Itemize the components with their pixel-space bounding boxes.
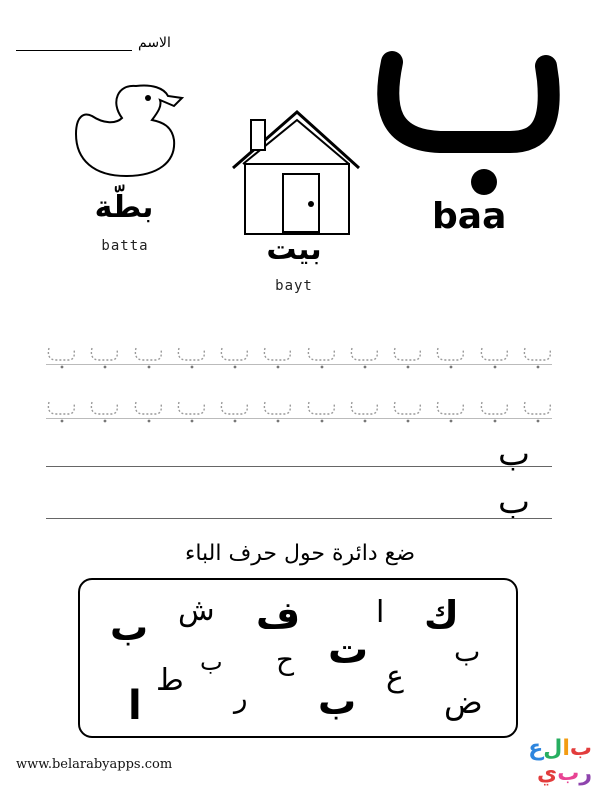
- logo-letter: ر: [579, 761, 592, 786]
- belaraby-logo: [508, 736, 592, 786]
- trace-glyph[interactable]: [306, 344, 336, 370]
- big-letter-dot: [471, 169, 497, 195]
- trace-glyph[interactable]: [133, 398, 163, 424]
- logo-letter: ا: [562, 736, 570, 761]
- trace-glyph[interactable]: [262, 398, 292, 424]
- letter-option[interactable]: ح: [276, 643, 295, 676]
- letter-option[interactable]: ا: [128, 683, 142, 729]
- trace-glyph[interactable]: [349, 398, 379, 424]
- letter-option[interactable]: ك: [424, 593, 459, 637]
- letter-transliteration: baa: [432, 196, 507, 237]
- logo-letter: ب: [557, 761, 580, 786]
- name-label: الاسم: [138, 35, 171, 51]
- house-picture: [225, 106, 365, 236]
- write-sample-letter-1: ب: [498, 434, 531, 474]
- trace-glyph[interactable]: [219, 344, 249, 370]
- trace-glyph[interactable]: [176, 344, 206, 370]
- letter-option[interactable]: ا: [376, 595, 385, 630]
- word-bayt-arabic: بيت: [266, 232, 322, 267]
- trace-glyph[interactable]: [133, 344, 163, 370]
- trace-glyph[interactable]: [522, 398, 552, 424]
- trace-glyph[interactable]: [219, 398, 249, 424]
- trace-glyph[interactable]: [479, 344, 509, 370]
- letter-option[interactable]: ت: [328, 627, 369, 673]
- logo-letter: ل: [543, 736, 563, 761]
- trace-glyph[interactable]: [435, 344, 465, 370]
- word-batta-latin: batta: [101, 238, 149, 254]
- letter-option[interactable]: ض: [444, 683, 483, 721]
- trace-glyph[interactable]: [435, 398, 465, 424]
- word-batta-arabic: بطّة: [94, 190, 154, 225]
- letter-option[interactable]: ب: [200, 648, 223, 676]
- trace-glyph[interactable]: [306, 398, 336, 424]
- trace-glyph[interactable]: [479, 398, 509, 424]
- trace-glyph[interactable]: [522, 344, 552, 370]
- trace-glyph[interactable]: [176, 398, 206, 424]
- duck-picture: [70, 76, 190, 186]
- logo-letter: ب: [569, 736, 592, 761]
- write-line-1[interactable]: [46, 466, 552, 467]
- trace-glyph[interactable]: [89, 344, 119, 370]
- trace-glyph[interactable]: [392, 344, 422, 370]
- write-sample-letter-2: ب: [498, 482, 531, 522]
- exercise-instruction: ضع دائرة حول حرف الباء: [184, 541, 416, 566]
- trace-glyph[interactable]: [262, 344, 292, 370]
- logo-text: [516, 736, 592, 786]
- trace-glyph[interactable]: [392, 398, 422, 424]
- logo-letter: ي: [537, 761, 558, 786]
- trace-glyph[interactable]: [46, 398, 76, 424]
- trace-row-1[interactable]: [46, 344, 552, 370]
- logo-letter: ع: [528, 736, 544, 761]
- letter-option[interactable]: ب: [454, 635, 481, 668]
- trace-glyph[interactable]: [89, 398, 119, 424]
- letter-option[interactable]: ط: [156, 663, 184, 698]
- letter-option[interactable]: ب: [318, 679, 357, 723]
- trace-glyph[interactable]: [349, 344, 379, 370]
- letter-circle-box: [78, 578, 518, 738]
- write-line-2[interactable]: [46, 518, 552, 519]
- letter-option[interactable]: ر: [234, 681, 248, 714]
- letter-option[interactable]: ش: [178, 593, 215, 628]
- letter-option[interactable]: ب: [110, 605, 149, 649]
- name-underline[interactable]: [16, 50, 132, 51]
- website-url[interactable]: www.belarabyapps.com: [16, 757, 173, 772]
- name-field[interactable]: [16, 34, 196, 58]
- trace-row-2[interactable]: [46, 398, 552, 424]
- big-letter-baa: [370, 40, 560, 200]
- letter-option[interactable]: ع: [386, 659, 404, 694]
- word-bayt-latin: bayt: [275, 278, 313, 294]
- letter-option[interactable]: ف: [256, 593, 301, 637]
- trace-glyph[interactable]: [46, 344, 76, 370]
